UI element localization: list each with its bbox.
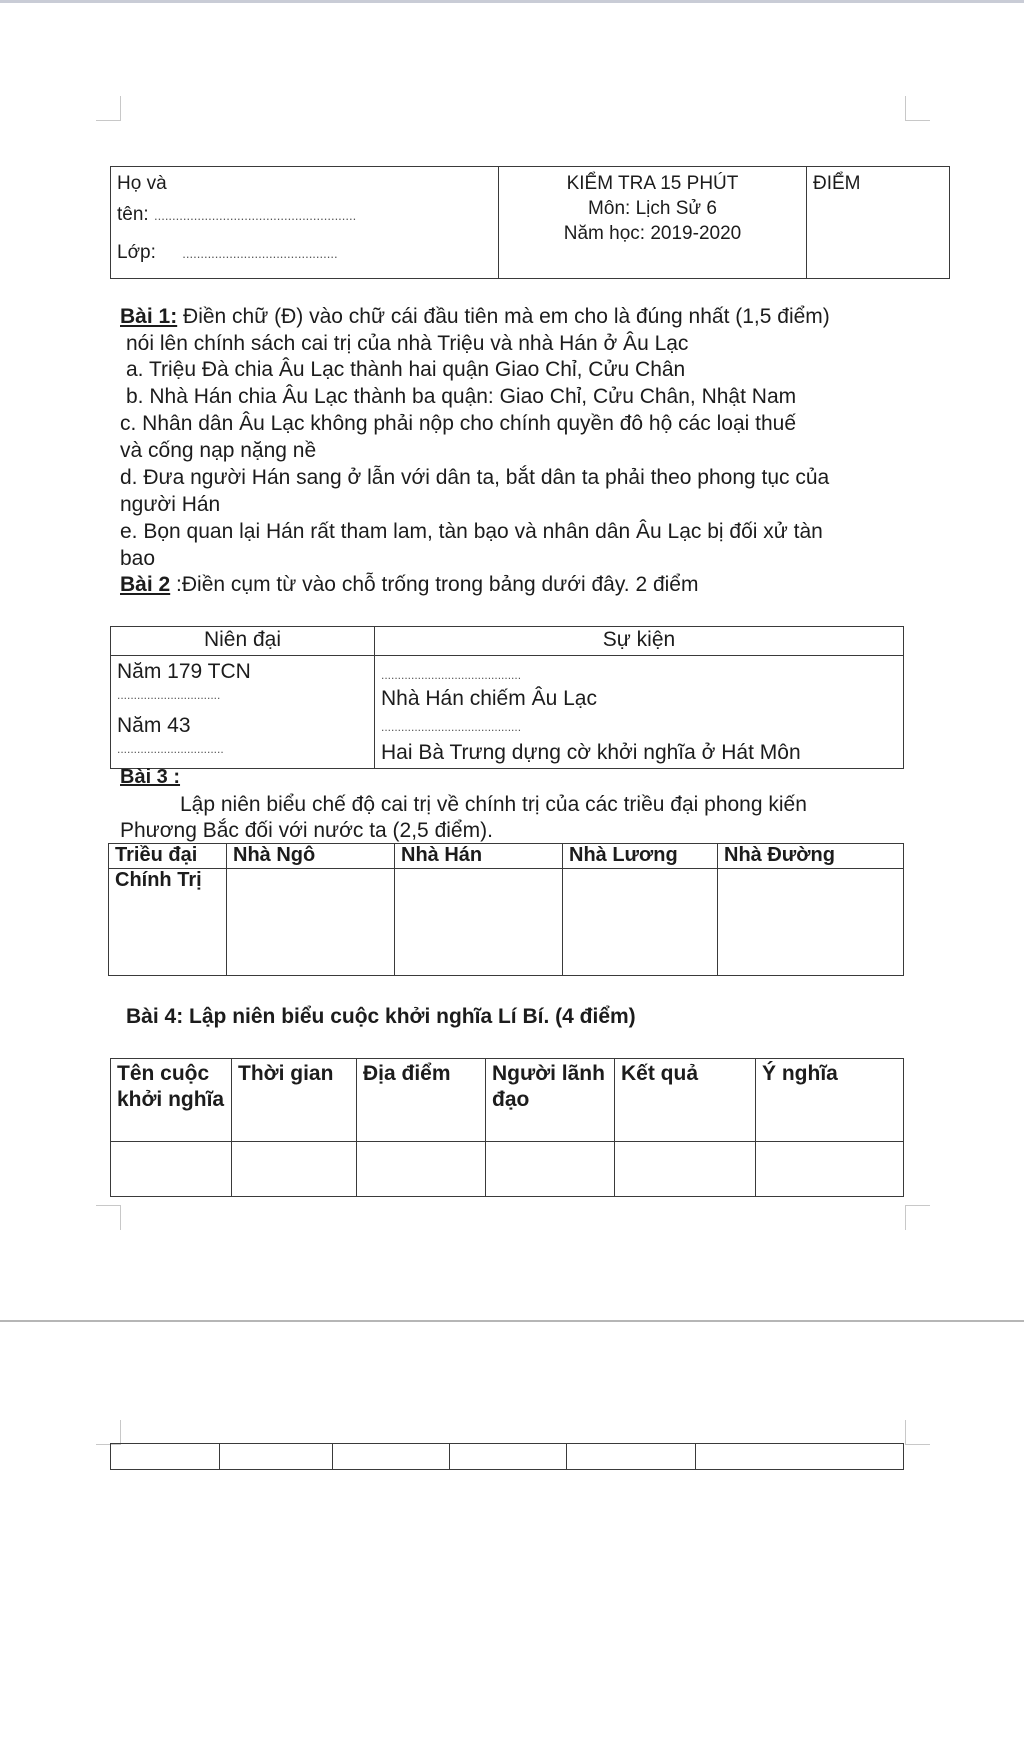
page-corner-mark [96,96,121,121]
name-label-1: Họ và [117,173,167,194]
bai3-answer-cell[interactable] [563,869,718,976]
bai3-row-label: Chính Trị [109,869,227,976]
bai2-table [110,626,904,769]
bai3-header: Nhà Ngô [227,844,395,869]
page-corner-mark [905,1205,930,1230]
bai2-events-cell [375,656,904,769]
bai3-header: Nhà Đường [718,844,904,869]
bai4-table [110,1058,904,1197]
score-cell [807,167,950,279]
bai2-year: Năm 43 [117,714,191,737]
window-top-border [0,0,1024,3]
bai2-event: Nhà Hán chiếm Âu Lạc [381,687,597,710]
continued-cell[interactable] [111,1444,220,1470]
bai1-label: Bài 1: [120,305,178,328]
bai1-option-a: a. Triệu Đà chia Âu Lạc thành hai quận Giao Chỉ, Cửu Chân [126,358,686,381]
bai1-instruction [120,304,830,330]
student-info-table [110,166,950,279]
school-year: Năm học: 2019-2020 [563,223,742,244]
bai1-option-b: b. Nhà Hán chia Âu Lạc thành ba quận: Giao Chỉ, Cửu Chân, Nhật Nam [126,385,797,408]
bai3-answer-cell[interactable] [718,869,904,976]
bai2-years-cell [111,656,375,769]
bai2-year-blank[interactable]: ................................ [117,742,224,756]
bai2-header-event: Sự kiện [375,627,904,656]
bai3-header: Triều đại [109,844,227,869]
bai3-answer-cell[interactable] [395,869,563,976]
bai3-header: Nhà Lương [563,844,718,869]
test-title: KIỂM TRA 15 PHÚT [566,173,739,194]
continued-cell[interactable] [220,1444,333,1470]
bai4-answer-cell[interactable] [111,1142,232,1197]
page-corner-mark [905,1420,930,1445]
bai4-header: Tên cuộc khởi nghĩa [111,1059,232,1142]
bai4-header: Thời gian [232,1059,357,1142]
bai4-answer-cell[interactable] [357,1142,486,1197]
bai2-event-blank[interactable]: .......................................... [381,720,522,734]
continued-cell[interactable] [696,1444,904,1470]
bai3-answer-cell[interactable] [227,869,395,976]
bai1-option-c: c. Nhân dân Âu Lạc không phải nộp cho chính quyền đô hộ các loại thuế [120,412,796,435]
bai2-event-blank[interactable]: .......................................... [381,668,522,682]
subject: Môn: Lịch Sử 6 [588,198,717,219]
student-info-cell [111,167,499,279]
continued-cell[interactable] [450,1444,567,1470]
bai1-instruction-2: nói lên chính sách cai trị của nhà Triệu và nhà Hán ở Âu Lạc [126,332,689,355]
bai2-instruction-text: :Điền cụm từ vào chỗ trống trong bảng dưới đây. 2 điểm [170,573,699,596]
bai2-header-year: Niên đại [111,627,375,656]
bai3-header: Nhà Hán [395,844,563,869]
continued-table [110,1443,904,1470]
bai3-table [108,843,904,976]
name-dots: ........................................................ [153,208,357,223]
page-corner-mark [96,1420,121,1445]
bai1-instruction-text: Điền chữ (Đ) vào chữ cái đầu tiên mà em cho là đúng nhất (1,5 điểm) [177,305,830,328]
bai4-header: Ý nghĩa [756,1059,904,1142]
class-label: Lớp: [117,242,156,263]
bai1-option-d-cont: người Hán [120,493,221,516]
continued-cell[interactable] [333,1444,450,1470]
name-label-2: tên: [117,204,149,225]
bai1-option-e: e. Bọn quan lại Hán rất tham lam, tàn bạo và nhân dân Âu Lạc bị đối xử tàn [120,520,823,543]
bai2-label: Bài 2 [120,573,171,596]
continued-cell[interactable] [567,1444,696,1470]
bai2-year: Năm 179 TCN [117,660,251,683]
bai3-instruction-1: Lập niên biểu chế độ cai trị về chính trị của các triều đại phong kiến [180,793,807,816]
class-dots: ........................................... [182,246,338,261]
bai4-answer-cell[interactable] [486,1142,615,1197]
bai4-answer-cell[interactable] [756,1142,904,1197]
bai1-option-d: d. Đưa người Hán sang ở lẫn với dân ta, bắt dân ta phải theo phong tục của [120,466,830,489]
score-label: ĐIỂM [813,173,861,194]
bai4-header: Kết quả [615,1059,756,1142]
bai4-header: Địa điểm [357,1059,486,1142]
page-separator [0,1320,1024,1322]
bai1-option-e-cont: bao [120,547,156,570]
page-corner-mark [905,96,930,121]
page-corner-mark [96,1205,121,1230]
bai3-label: Bài 3 : [120,766,181,788]
bai1-option-c-cont: và cống nạp nặng nề [120,439,317,462]
test-title-cell [499,167,807,279]
bai4-answer-cell[interactable] [615,1142,756,1197]
bai4-title: Bài 4: Lập niên biểu cuộc khởi nghĩa Lí Bí. (4 điểm) [126,1005,636,1028]
bai2-instruction [120,572,698,598]
bai2-event: Hai Bà Trưng dựng cờ khởi nghĩa ở Hát Môn [381,741,801,764]
bai4-header: Người lãnh đạo [486,1059,615,1142]
bai2-year-blank[interactable]: ............................... [117,688,221,702]
bai3-instruction-2: Phương Bắc đối với nước ta (2,5 điểm). [120,819,493,842]
bai4-answer-cell[interactable] [232,1142,357,1197]
